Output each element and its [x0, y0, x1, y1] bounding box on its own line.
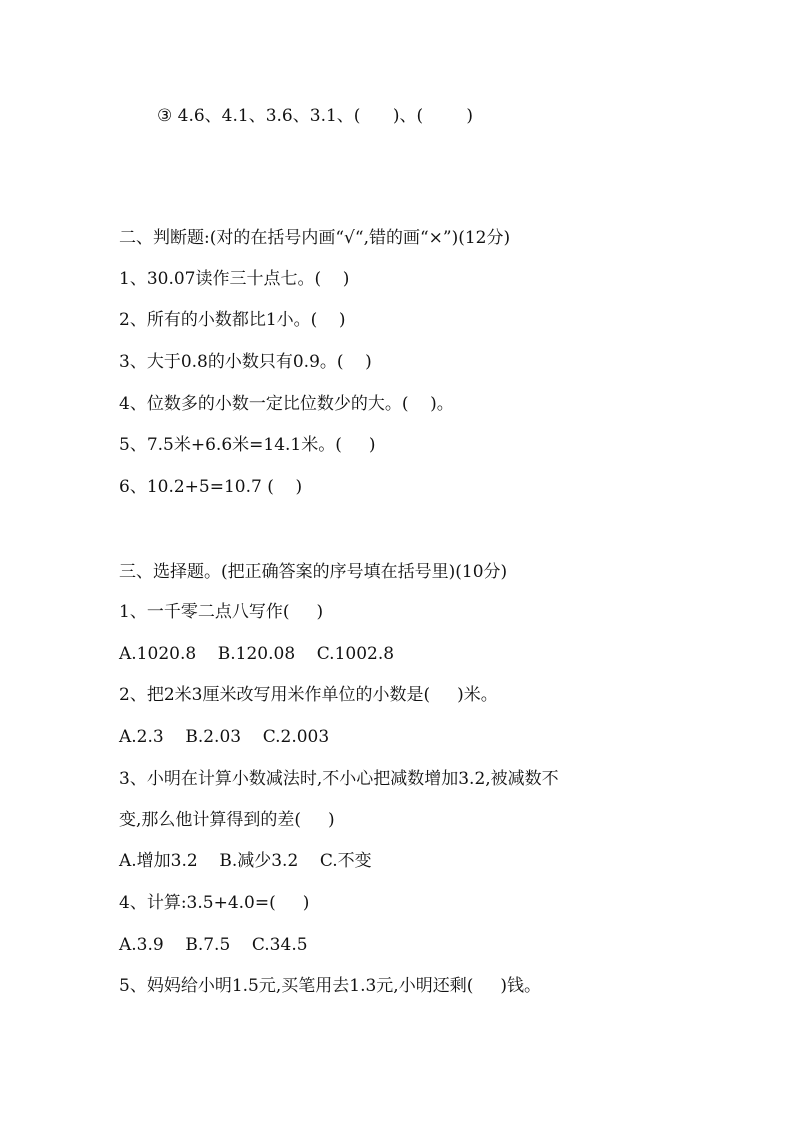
- section-heading-multiple-choice: 三、选择题。(把正确答案的序号填在括号里)(10分): [119, 562, 508, 582]
- choice-question-4-options: A.3.9 B.7.5 C.34.5: [119, 935, 308, 955]
- true-false-item-1: 1、30.07读作三十点七。( ): [119, 269, 350, 289]
- section-heading-true-false: 二、判断题:(对的在括号内画“√“,错的画“×”)(12分): [119, 228, 511, 248]
- true-false-item-5: 5、7.5米+6.6米=14.1米。( ): [119, 435, 376, 455]
- choice-question-4: 4、计算:3.5+4.0=( ): [119, 893, 310, 913]
- true-false-item-4: 4、位数多的小数一定比位数少的大。( )。: [119, 394, 454, 414]
- choice-question-1: 1、一千零二点八写作( ): [119, 602, 324, 622]
- sequence-question-3: ③ 4.6、4.1、3.6、3.1、( )、( ): [157, 106, 473, 126]
- true-false-item-2: 2、所有的小数都比1小。( ): [119, 310, 346, 330]
- choice-question-2: 2、把2米3厘米改写用米作单位的小数是( )米。: [119, 685, 498, 705]
- choice-question-2-options: A.2.3 B.2.03 C.2.003: [119, 727, 330, 747]
- choice-question-3-line-2: 变,那么他计算得到的差( ): [119, 810, 335, 830]
- choice-question-1-options: A.1020.8 B.120.08 C.1002.8: [119, 644, 395, 664]
- choice-question-3-line-1: 3、小明在计算小数减法时,不小心把减数增加3.2,被减数不: [119, 769, 559, 789]
- true-false-item-6: 6、10.2+5=10.7 ( ): [119, 477, 303, 497]
- choice-question-5: 5、妈妈给小明1.5元,买笔用去1.3元,小明还剩( )钱。: [119, 976, 541, 996]
- true-false-item-3: 3、大于0.8的小数只有0.9。( ): [119, 352, 372, 372]
- choice-question-3-options: A.增加3.2 B.减少3.2 C.不变: [119, 851, 372, 871]
